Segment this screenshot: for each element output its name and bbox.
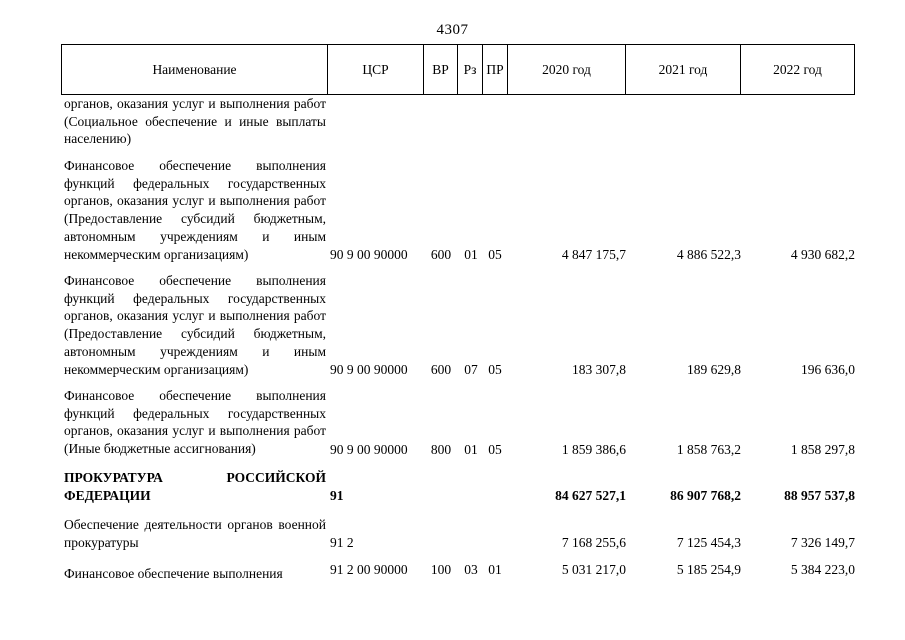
row-name: Финансовое обеспечение выполнения [64, 566, 283, 581]
row-pr: 01 [488, 562, 502, 577]
row-value-2020: 5 031 217,0 [561, 562, 626, 577]
row-rz: 03 [464, 562, 478, 577]
row-name: Финансовое обеспечение выполнения функций федеральных государственных органов, оказания услуг и выполнения работ (Предоставление субсидий бюджетным, автономным учреждениям и иным некоммерческим организациям) [64, 273, 326, 377]
row-vr: 100 [430, 562, 452, 577]
row-value-2021: 86 907 768,2 [670, 488, 741, 503]
row-pr: 05 [488, 442, 502, 457]
row-name: Финансовое обеспечение выполнения функций федеральных государственных органов, оказания услуг и выполнения работ (Иные бюджетные ассигнования) [64, 388, 326, 457]
row-value-2021: 189 629,8 [687, 362, 741, 377]
header-csr: ЦСР [328, 45, 424, 95]
row-value-2021: 4 886 522,3 [676, 247, 741, 262]
row-vr: 600 [430, 362, 452, 377]
row-value-2022: 7 326 149,7 [790, 535, 855, 550]
row-value-2021: 1 858 763,2 [676, 442, 741, 457]
row-value-2020: 4 847 175,7 [561, 247, 626, 262]
row-csr: 90 9 00 90000 [330, 362, 408, 377]
header-pr: ПР [483, 45, 508, 95]
row-vr: 600 [430, 247, 452, 262]
row-pr: 05 [488, 362, 502, 377]
row-csr: 91 2 [330, 535, 354, 550]
row-csr: 90 9 00 90000 [330, 247, 408, 262]
header-rz: Рз [458, 45, 483, 95]
page-number: 4307 [436, 22, 469, 38]
row-value-2020: 84 627 527,1 [555, 488, 626, 503]
row-rz: 07 [464, 362, 478, 377]
header-year-2021: 2021 год [626, 45, 741, 95]
row-name: органов, оказания услуг и выполнения работ (Социальное обеспечение и иные выплаты населению) [64, 96, 326, 147]
row-value-2021: 5 185 254,9 [676, 562, 741, 577]
section-title: ПРОКУРАТУРА РОССИЙСКОЙ ФЕДЕРАЦИИ [64, 470, 326, 503]
row-csr: 91 [330, 488, 344, 503]
row-value-2020: 183 307,8 [572, 362, 626, 377]
header-vr: ВР [424, 45, 458, 95]
header-name: Наименование [62, 45, 328, 95]
row-rz: 01 [464, 247, 478, 262]
row-value-2022: 1 858 297,8 [790, 442, 855, 457]
row-value-2020: 7 168 255,6 [561, 535, 626, 550]
row-csr: 90 9 00 90000 [330, 442, 408, 457]
row-value-2021: 7 125 454,3 [676, 535, 741, 550]
row-vr: 800 [430, 442, 452, 457]
row-value-2022: 5 384 223,0 [790, 562, 855, 577]
row-value-2022: 88 957 537,8 [784, 488, 855, 503]
row-value-2020: 1 859 386,6 [561, 442, 626, 457]
row-csr: 91 2 00 90000 [330, 562, 408, 577]
row-value-2022: 4 930 682,2 [790, 247, 855, 262]
header-year-2020: 2020 год [508, 45, 626, 95]
row-rz: 01 [464, 442, 478, 457]
row-name: Обеспечение деятельности органов военной прокуратуры [64, 517, 326, 550]
table-header [61, 44, 855, 95]
row-pr: 05 [488, 247, 502, 262]
header-year-2022: 2022 год [741, 45, 855, 95]
row-value-2022: 196 636,0 [801, 362, 855, 377]
row-name: Финансовое обеспечение выполнения функций федеральных государственных органов, оказания услуг и выполнения работ (Предоставление субсидий бюджетным, автономным учреждениям и иным некоммерческим организациям) [64, 158, 326, 262]
